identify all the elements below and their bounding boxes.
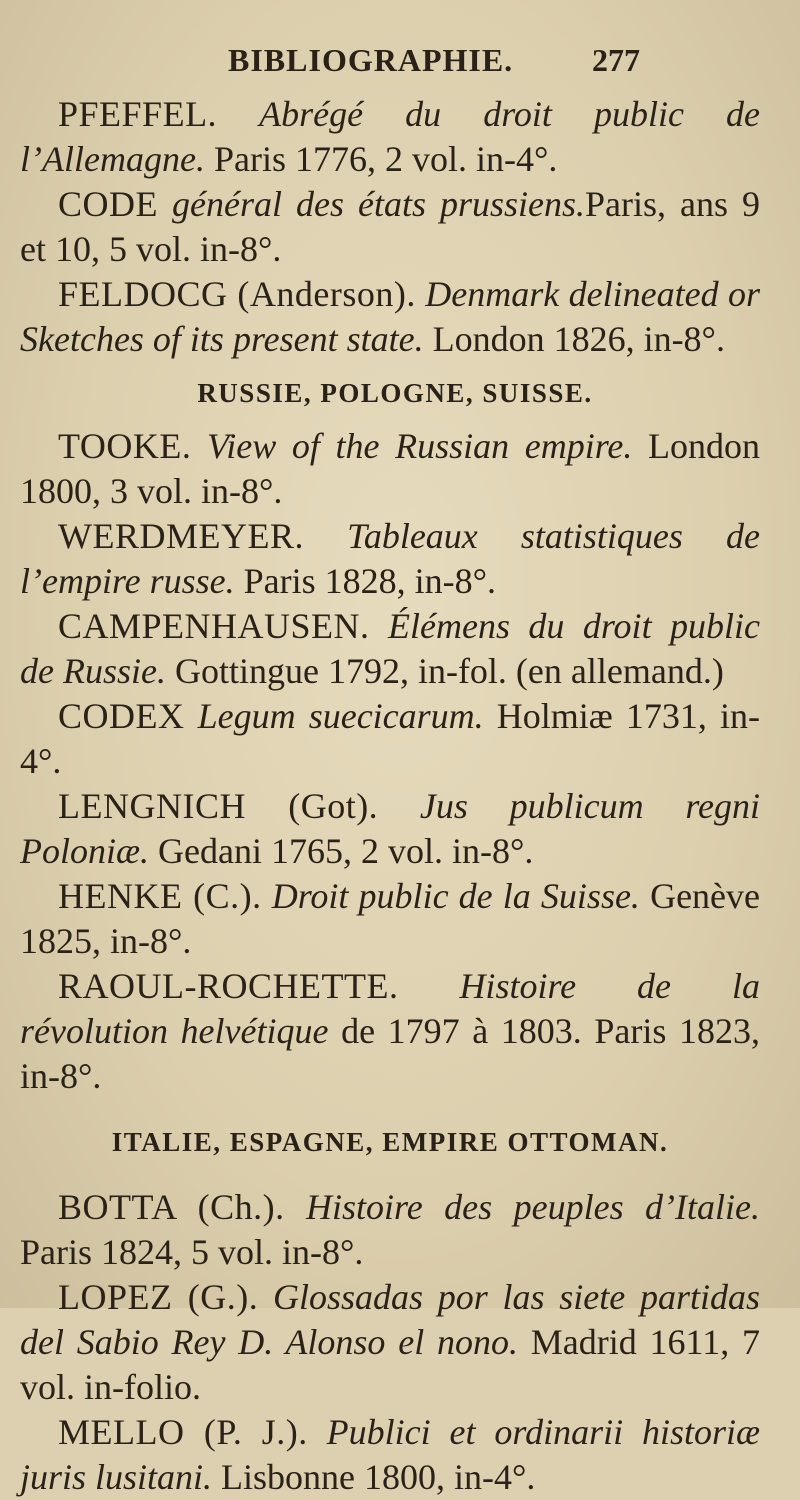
entry-title: View of the Russian empire. [206,426,633,466]
entry-publication: Genève 1825, in-8°. [20,876,761,961]
bibliography-entry [20,604,760,694]
entry-author: PFEFFEL. [58,94,218,134]
bibliography-entry [20,514,760,604]
page-content [20,92,760,1500]
entry-publication: Holmiæ 1731, in-4°. [20,696,760,781]
bibliography-entry [20,272,760,362]
entry-author: TOOKE. [58,426,192,466]
entry-author: RAOUL-ROCHETTE. [58,966,399,1006]
entry-author: CODE [58,184,158,224]
section-heading-italie: ITALIE, ESPAGNE, EMPIRE OTTOMAN. [111,1127,669,1157]
running-title: BIBLIOGRAPHIE. [228,42,514,78]
bibliography-entry [20,874,760,964]
entry-title: Legum suecicarum. [197,696,484,736]
bibliography-entry [20,182,760,272]
entry-author: WERDMEYER. [58,516,304,556]
entry-author: BOTTA (Ch.). [58,1187,285,1227]
page-number: 277 [592,42,640,78]
bibliography-entry [20,1275,760,1410]
entry-author: HENKE (C.). [58,876,262,916]
entry-publication: Gottingue 1792, in-fol. (en allemand.) [165,651,724,691]
entry-publication: Lisbonne 1800, in-4°. [212,1457,536,1497]
entry-publication: Gedani 1765, 2 vol. in-8°. [149,831,534,871]
entry-title: général des états prussiens. [172,184,585,224]
entry-publication: Paris 1776, 2 vol. in-4°. [204,139,558,179]
entry-title: Droit public de la Suisse. [271,876,640,916]
entry-title: Élémens du droit public de Russie. [20,606,761,691]
entry-author: LENGNICH (Got). [58,786,379,826]
entry-publication: London 1826, in-8°. [423,319,725,359]
bibliography-entry [20,92,760,182]
entry-author: CODEX [58,696,185,736]
entry-publication: Paris, ans 9 et 10, 5 vol. in-8°. [20,184,760,269]
entry-title: Jus publicum regni Poloniæ. [20,786,761,871]
entry-publication: Paris 1828, in-8°. [234,561,497,601]
bibliography-entry [20,964,760,1099]
entry-title: Abrégé du droit public de l’Allemagne. [20,94,760,179]
bibliography-entry [20,1410,760,1500]
bibliography-entry [20,784,760,874]
entry-title: Histoire de la révolution helvétique [20,966,761,1051]
entry-author: FELDOCG (Anderson). [58,274,416,314]
entry-title: Publici et ordinarii historiæ juris lusitani. [20,1412,761,1497]
entry-title: Histoire des peuples d’Italie. [306,1187,761,1227]
entry-title: Glossadas por las siete partidas del Sabio Rey D. Alonso el nono. [20,1277,761,1362]
bibliography-entry [20,1185,760,1275]
entry-author: MELLO (P. J.). [58,1412,308,1452]
page-header [0,42,800,82]
entry-publication: Paris 1824, 5 vol. in-8°. [20,1232,364,1272]
entry-title: Denmark delineated or Sketches of its present state. [20,274,760,359]
section-heading-russie: RUSSIE, POLOGNE, SUISSE. [197,378,593,408]
entry-author: LOPEZ (G.). [58,1277,259,1317]
entry-publication: Madrid 1611, 7 vol. in-folio. [20,1322,760,1407]
bibliography-entry [20,424,760,514]
entry-publication: London 1800, 3 vol. in-8°. [20,426,761,511]
bibliography-entry [20,694,760,784]
entry-publication: de 1797 à 1803. Paris 1823, in-8°. [20,1011,760,1096]
entry-author: CAMPENHAUSEN. [58,606,370,646]
entry-title: Tableaux statistiques de l’empire russe. [20,516,761,601]
